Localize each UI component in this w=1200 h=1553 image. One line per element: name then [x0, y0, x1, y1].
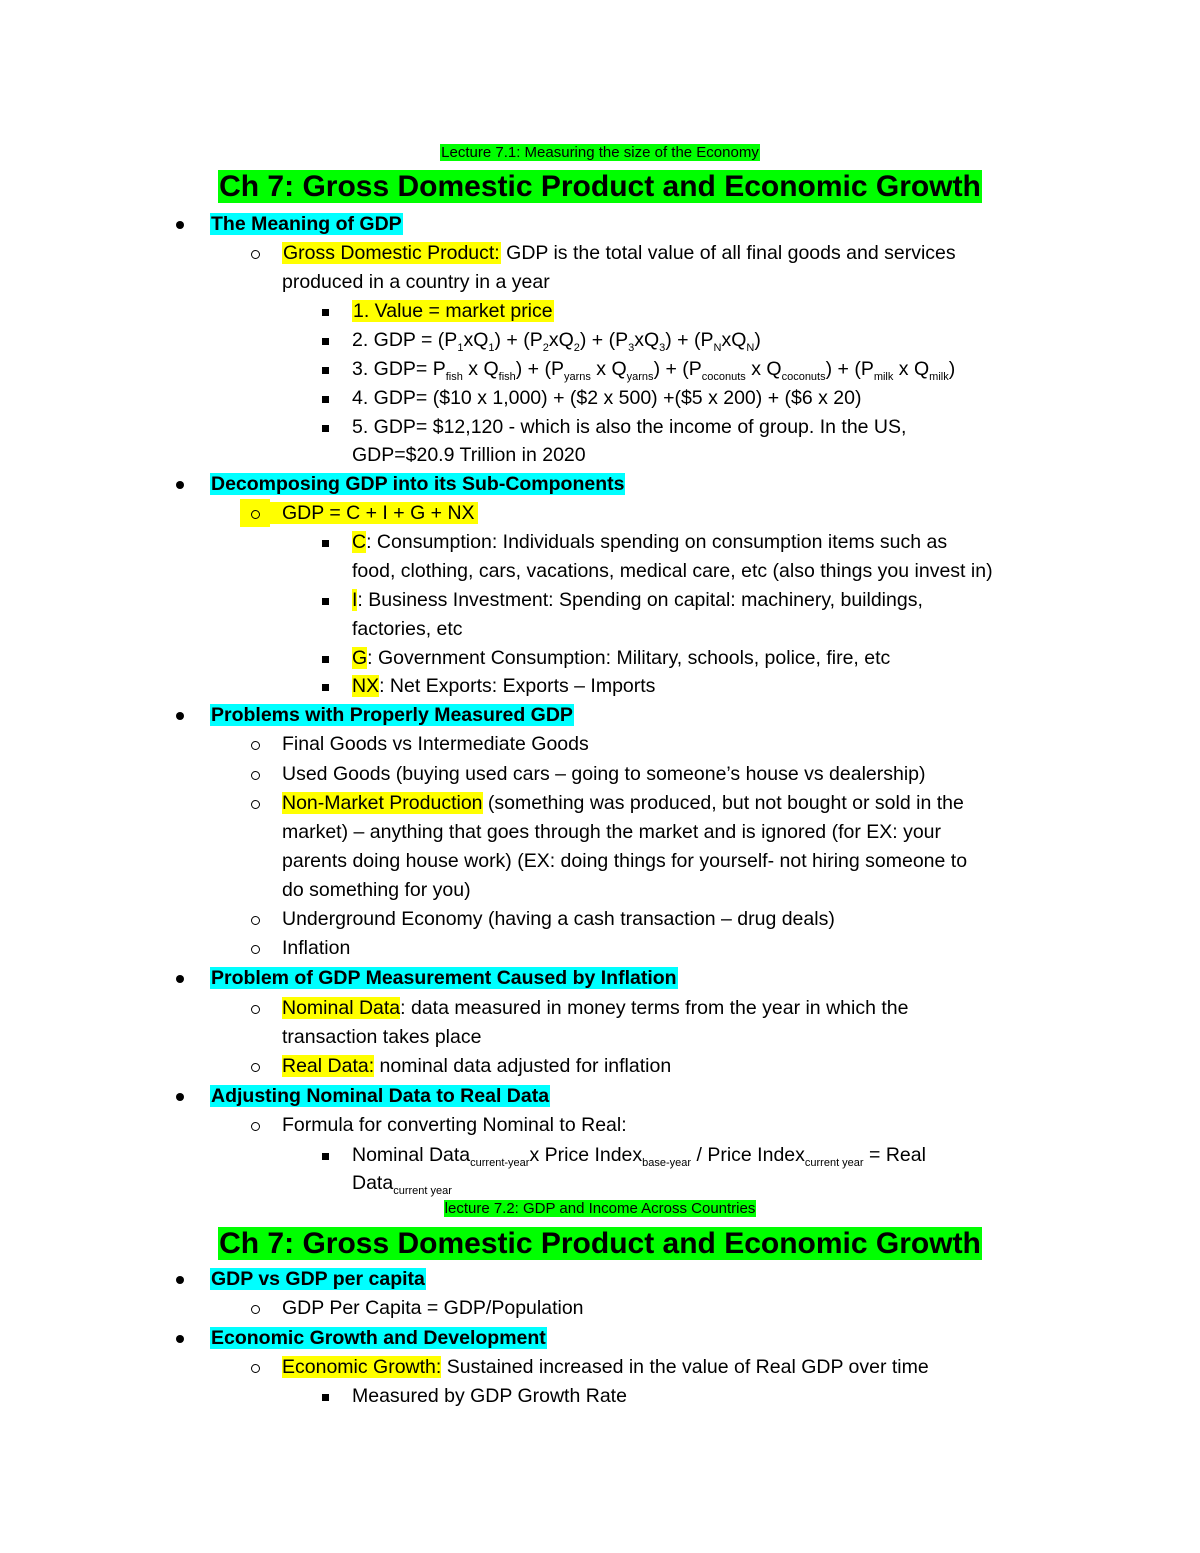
- nominal-data-definition-cont: transaction takes place: [282, 1026, 482, 1048]
- component-investment: I: Business Investment: Spending on capital: machinery, buildings,: [352, 589, 923, 611]
- circle-bullet-icon: [245, 760, 265, 788]
- square-bullet-icon: [315, 644, 335, 672]
- circle-bullet-icon: [245, 1111, 265, 1139]
- gdp-item-5: 5. GDP= $12,120 - which is also the income of group. In the US,: [352, 416, 907, 438]
- gdp-item-1: 1. Value = market price: [353, 300, 553, 322]
- section-heading-decomposing-gdp: Decomposing GDP into its Sub-Components: [211, 473, 625, 495]
- circle-bullet-icon: [245, 994, 265, 1022]
- square-bullet-icon: [315, 326, 335, 354]
- component-consumption: C: Consumption: Individuals spending on consumption items such as: [352, 531, 948, 553]
- problem-non-market-cont-3: do something for you): [282, 879, 471, 901]
- bullet-icon: [170, 210, 190, 238]
- section-heading-adjusting: Adjusting Nominal Data to Real Data: [211, 1085, 550, 1107]
- conversion-formula-cont: Data$_{current year}$: [352, 1172, 452, 1197]
- component-government: G: Government Consumption: Military, schools, police, fire, etc: [352, 647, 891, 669]
- bullet-icon: [170, 1082, 190, 1110]
- gdp-item-4: 4. GDP= ($10 x 1,000) + ($2 x 500) +($5 x 200) + ($6 x 20): [352, 387, 862, 409]
- lecture-label-2: lecture 7.2: GDP and Income Across Countries: [444, 1200, 756, 1217]
- bullet-icon: [170, 964, 190, 992]
- nominal-data-definition: Nominal Data: data measured in money terms from the year in which the: [282, 997, 909, 1019]
- circle-bullet-icon: [245, 1052, 265, 1080]
- gdp-per-capita-formula: GDP Per Capita = GDP/Population: [282, 1297, 584, 1319]
- square-bullet-icon: [315, 586, 335, 614]
- square-bullet-icon: [315, 672, 335, 700]
- section-heading-meaning-of-gdp: The Meaning of GDP: [211, 213, 402, 235]
- problem-non-market-cont-1: market) – anything that goes through the market and is ignored (for EX: your: [282, 821, 942, 843]
- problem-used-goods: Used Goods (buying used cars – going to someone’s house vs dealership): [282, 763, 926, 785]
- square-bullet-icon: [315, 528, 335, 556]
- lecture-label-1: Lecture 7.1: Measuring the size of the Economy: [441, 144, 759, 161]
- section-heading-problems: Problems with Properly Measured GDP: [211, 704, 573, 726]
- problem-final-goods: Final Goods vs Intermediate Goods: [282, 733, 589, 755]
- bullet-icon: [170, 1324, 190, 1352]
- circle-bullet-icon: [245, 905, 265, 933]
- section-heading-per-capita: GDP vs GDP per capita: [211, 1268, 425, 1290]
- circle-bullet-icon: [245, 789, 265, 817]
- chapter-title-1: Ch 7: Gross Domestic Product and Economic Growth: [219, 170, 981, 203]
- section-heading-inflation: Problem of GDP Measurement Caused by Inflation: [211, 967, 677, 989]
- problem-underground: Underground Economy (having a cash transaction – drug deals): [282, 908, 835, 930]
- square-bullet-icon: [315, 1382, 335, 1410]
- square-bullet-icon: [315, 384, 335, 412]
- square-bullet-icon: [315, 1141, 335, 1169]
- component-investment-cont: factories, etc: [352, 618, 463, 640]
- circle-bullet-icon: [245, 1353, 265, 1381]
- gdp-definition: Gross Domestic Product: GDP is the total value of all final goods and services: [283, 242, 956, 264]
- chapter-title-2: Ch 7: Gross Domestic Product and Economic Growth: [219, 1227, 981, 1260]
- circle-bullet-icon: [245, 730, 265, 758]
- problem-non-market: Non-Market Production (something was produced, but not bought or sold in the: [282, 792, 964, 814]
- problem-non-market-cont-2: parents doing house work) (EX: doing things for yourself- not hiring someone to: [282, 850, 968, 872]
- square-bullet-icon: [315, 297, 335, 325]
- component-net-exports: NX: Net Exports: Exports – Imports: [352, 675, 656, 697]
- square-bullet-icon: [315, 413, 335, 441]
- circle-bullet-icon: [245, 934, 265, 962]
- component-consumption-cont: food, clothing, cars, vacations, medical care, etc (also things you invest in): [352, 560, 993, 582]
- gdp-item-2: 2. GDP = $(P_1xQ_1) + (P_2xQ_2) + (P_3xQ_3) + (P_NxQ_N)$: [352, 329, 761, 354]
- formula-label: Formula for converting Nominal to Real:: [282, 1114, 627, 1136]
- bullet-icon: [170, 470, 190, 498]
- conversion-formula: Nominal Data$_{current-year}$x Price Index$_{base-year}$ / Price Index$_{current year}$ = Real: [352, 1144, 926, 1169]
- square-bullet-icon: [315, 355, 335, 383]
- real-data-definition: Real Data: nominal data adjusted for inflation: [282, 1055, 672, 1077]
- gdp-definition-cont: produced in a country in a year: [282, 271, 550, 293]
- section-heading-growth: Economic Growth and Development: [211, 1327, 546, 1349]
- bullet-icon: [170, 701, 190, 729]
- problem-inflation: Inflation: [282, 937, 351, 959]
- circle-bullet-icon: [245, 1294, 265, 1322]
- gdp-item-3: 3. $GDP= P_{fish}$ x $Q_{fish}) + (P_{yarns}$ x $Q_{yarns}) + (P_{coconuts}$ x $Q_{coconuts}) + (P_{milk}$ x $Q_{milk}$): [352, 358, 956, 383]
- economic-growth-definition: Economic Growth: Sustained increased in the value of Real GDP over time: [282, 1356, 929, 1378]
- bullet-icon: [170, 1265, 190, 1293]
- gdp-item-5-cont: GDP=$20.9 Trillion in 2020: [352, 444, 586, 466]
- growth-rate-measure: Measured by GDP Growth Rate: [352, 1385, 627, 1407]
- circle-bullet-icon: [245, 239, 265, 267]
- gdp-formula: GDP = C + I + G + NX: [270, 499, 478, 527]
- circle-bullet-icon: [240, 499, 270, 527]
